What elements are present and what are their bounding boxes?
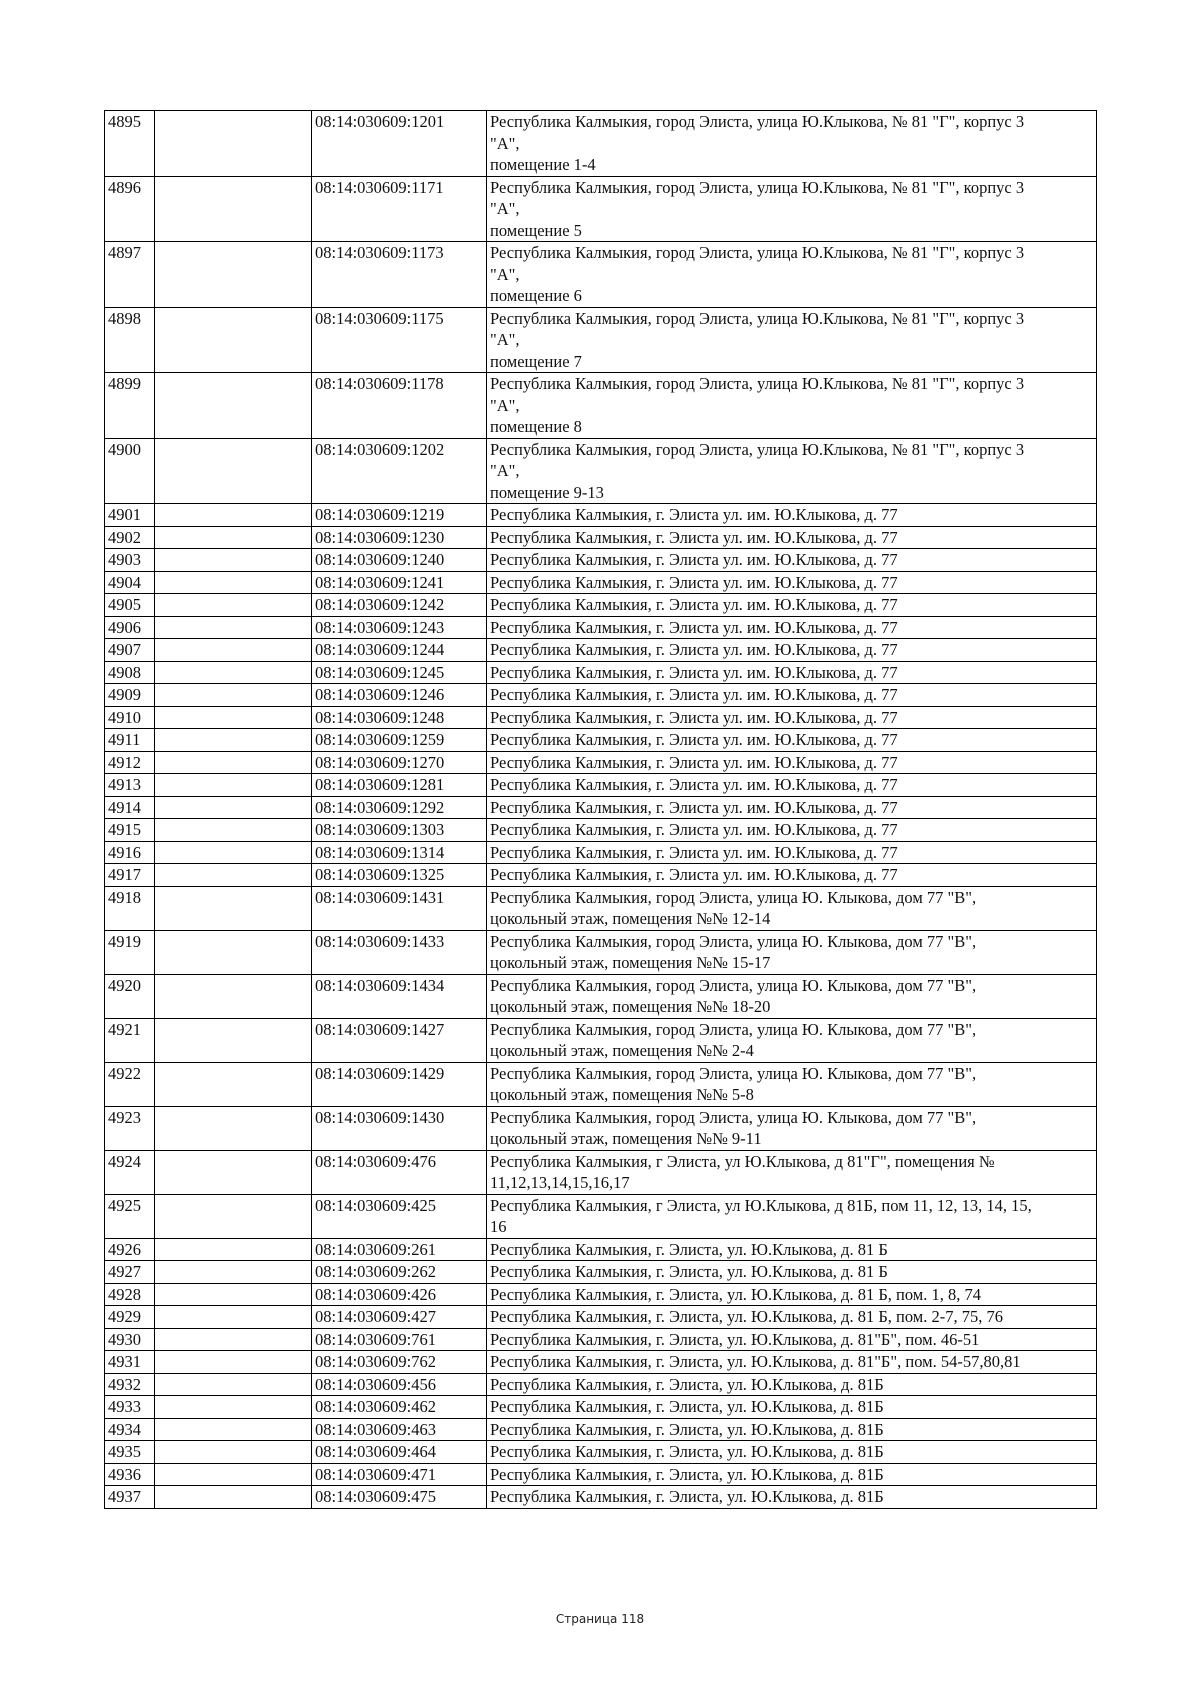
empty-cell	[155, 438, 312, 504]
address-cell: Республика Калмыкия, г. Элиста, ул. Ю.Клыкова, д. 81Б	[487, 1463, 1097, 1486]
empty-cell	[155, 774, 312, 797]
empty-cell	[155, 1441, 312, 1464]
row-number-cell: 4934	[105, 1418, 155, 1441]
row-number-cell: 4936	[105, 1463, 155, 1486]
row-number-cell: 4915	[105, 819, 155, 842]
row-number-cell: 4899	[105, 373, 155, 439]
table-row	[105, 242, 1097, 308]
row-number-cell: 4898	[105, 307, 155, 373]
address-cell: Республика Калмыкия, г. Элиста, ул. Ю.Клыкова, д. 81Б	[487, 1418, 1097, 1441]
empty-cell	[155, 864, 312, 887]
cadastral-number-cell: 08:14:030609:1430	[312, 1106, 487, 1150]
cadastral-number-cell: 08:14:030609:1246	[312, 684, 487, 707]
address-cell: Республика Калмыкия, г Элиста, ул Ю.Клыкова, д 81"Г", помещения № 11,12,13,14,15,16,17	[487, 1150, 1097, 1194]
cadastral-number-cell: 08:14:030609:1292	[312, 796, 487, 819]
address-cell: Республика Калмыкия, город Элиста, улица Ю.Клыкова, № 81 "Г", корпус 3 "А", помещение 6	[487, 242, 1097, 308]
address-cell: Республика Калмыкия, г. Элиста ул. им. Ю.Клыкова, д. 77	[487, 594, 1097, 617]
row-number-cell: 4921	[105, 1018, 155, 1062]
row-number-cell: 4901	[105, 504, 155, 527]
address-cell: Республика Калмыкия, г. Элиста ул. им. Ю.Клыкова, д. 77	[487, 684, 1097, 707]
empty-cell	[155, 616, 312, 639]
cadastral-number-cell: 08:14:030609:1202	[312, 438, 487, 504]
address-cell: Республика Калмыкия, город Элиста, улица Ю. Клыкова, дом 77 "В", цокольный этаж, помещения №№ 5-8	[487, 1062, 1097, 1106]
table-row	[105, 639, 1097, 662]
table-row	[105, 930, 1097, 974]
row-number-cell: 4905	[105, 594, 155, 617]
cadastral-number-cell: 08:14:030609:1434	[312, 974, 487, 1018]
table-row	[105, 1328, 1097, 1351]
table-row	[105, 1396, 1097, 1419]
address-cell: Республика Калмыкия, г. Элиста ул. им. Ю.Клыкова, д. 77	[487, 819, 1097, 842]
cadastral-number-cell: 08:14:030609:456	[312, 1373, 487, 1396]
cadastral-number-cell: 08:14:030609:1431	[312, 886, 487, 930]
table-row	[105, 1018, 1097, 1062]
empty-cell	[155, 307, 312, 373]
empty-cell	[155, 1463, 312, 1486]
table-row	[105, 1351, 1097, 1374]
row-number-cell: 4916	[105, 841, 155, 864]
table-row	[105, 661, 1097, 684]
cadastral-number-cell: 08:14:030609:463	[312, 1418, 487, 1441]
cadastral-number-cell: 08:14:030609:1242	[312, 594, 487, 617]
empty-cell	[155, 886, 312, 930]
table-row	[105, 1418, 1097, 1441]
table-row	[105, 796, 1097, 819]
address-cell: Республика Калмыкия, г. Элиста, ул. Ю.Клыкова, д. 81Б	[487, 1441, 1097, 1464]
table-row	[105, 526, 1097, 549]
empty-cell	[155, 504, 312, 527]
table-row	[105, 111, 1097, 177]
cadastral-number-cell: 08:14:030609:1230	[312, 526, 487, 549]
address-cell: Республика Калмыкия, г. Элиста ул. им. Ю.Клыкова, д. 77	[487, 729, 1097, 752]
table-row	[105, 616, 1097, 639]
address-cell: Республика Калмыкия, город Элиста, улица Ю. Клыкова, дом 77 "В", цокольный этаж, помещения №№ 12-14	[487, 886, 1097, 930]
address-cell: Республика Калмыкия, г. Элиста ул. им. Ю.Клыкова, д. 77	[487, 796, 1097, 819]
cadastral-number-cell: 08:14:030609:1178	[312, 373, 487, 439]
address-cell: Республика Калмыкия, г Элиста, ул Ю.Клыкова, д 81Б, пом 11, 12, 13, 14, 15, 16	[487, 1194, 1097, 1238]
row-number-cell: 4918	[105, 886, 155, 930]
address-cell: Республика Калмыкия, г. Элиста, ул. Ю.Клыкова, д. 81"Б", пом. 46-51	[487, 1328, 1097, 1351]
empty-cell	[155, 1106, 312, 1150]
address-cell: Республика Калмыкия, г. Элиста ул. им. Ю.Клыкова, д. 77	[487, 661, 1097, 684]
table-row	[105, 1306, 1097, 1329]
row-number-cell: 4895	[105, 111, 155, 177]
row-number-cell: 4908	[105, 661, 155, 684]
table-row	[105, 1261, 1097, 1284]
row-number-cell: 4900	[105, 438, 155, 504]
row-number-cell: 4930	[105, 1328, 155, 1351]
cadastral-number-cell: 08:14:030609:761	[312, 1328, 487, 1351]
table-row	[105, 594, 1097, 617]
cadastral-number-cell: 08:14:030609:425	[312, 1194, 487, 1238]
cadastral-number-cell: 08:14:030609:1244	[312, 639, 487, 662]
row-number-cell: 4932	[105, 1373, 155, 1396]
row-number-cell: 4922	[105, 1062, 155, 1106]
address-cell: Республика Калмыкия, г. Элиста ул. им. Ю.Клыкова, д. 77	[487, 751, 1097, 774]
address-cell: Республика Калмыкия, город Элиста, улица Ю.Клыкова, № 81 "Г", корпус 3 "А", помещение 8	[487, 373, 1097, 439]
table-row	[105, 1373, 1097, 1396]
address-cell: Республика Калмыкия, г. Элиста, ул. Ю.Клыкова, д. 81 Б	[487, 1261, 1097, 1284]
row-number-cell: 4903	[105, 549, 155, 572]
cadastral-number-cell: 08:14:030609:427	[312, 1306, 487, 1329]
cadastral-number-cell: 08:14:030609:1270	[312, 751, 487, 774]
empty-cell	[155, 639, 312, 662]
empty-cell	[155, 176, 312, 242]
row-number-cell: 4910	[105, 706, 155, 729]
table-row	[105, 864, 1097, 887]
table-row	[105, 307, 1097, 373]
address-cell: Республика Калмыкия, г. Элиста ул. им. Ю.Клыкова, д. 77	[487, 706, 1097, 729]
address-cell: Республика Калмыкия, г. Элиста ул. им. Ю.Клыкова, д. 77	[487, 864, 1097, 887]
cadastral-number-cell: 08:14:030609:476	[312, 1150, 487, 1194]
cadastral-number-cell: 08:14:030609:1175	[312, 307, 487, 373]
empty-cell	[155, 796, 312, 819]
cadastral-number-cell: 08:14:030609:1240	[312, 549, 487, 572]
address-cell: Республика Калмыкия, г. Элиста, ул. Ю.Клыкова, д. 81Б	[487, 1396, 1097, 1419]
cadastral-number-cell: 08:14:030609:1259	[312, 729, 487, 752]
table-row	[105, 176, 1097, 242]
table-row	[105, 1441, 1097, 1464]
empty-cell	[155, 111, 312, 177]
address-cell: Республика Калмыкия, г. Элиста ул. им. Ю.Клыкова, д. 77	[487, 504, 1097, 527]
address-cell: Республика Калмыкия, город Элиста, улица Ю. Клыкова, дом 77 "В", цокольный этаж, помещения №№ 15-17	[487, 930, 1097, 974]
cadastral-number-cell: 08:14:030609:426	[312, 1283, 487, 1306]
cadastral-number-cell: 08:14:030609:1201	[312, 111, 487, 177]
cadastral-number-cell: 08:14:030609:462	[312, 1396, 487, 1419]
cadastral-number-cell: 08:14:030609:1243	[312, 616, 487, 639]
table-row	[105, 706, 1097, 729]
registry-body	[105, 111, 1097, 1509]
cadastral-number-cell: 08:14:030609:475	[312, 1486, 487, 1509]
empty-cell	[155, 1418, 312, 1441]
cadastral-number-cell: 08:14:030609:1303	[312, 819, 487, 842]
address-cell: Республика Калмыкия, г. Элиста ул. им. Ю.Клыкова, д. 77	[487, 571, 1097, 594]
table-row	[105, 974, 1097, 1018]
table-row	[105, 751, 1097, 774]
table-row	[105, 571, 1097, 594]
cadastral-number-cell: 08:14:030609:1171	[312, 176, 487, 242]
cadastral-number-cell: 08:14:030609:261	[312, 1238, 487, 1261]
empty-cell	[155, 1373, 312, 1396]
empty-cell	[155, 930, 312, 974]
cadastral-number-cell: 08:14:030609:262	[312, 1261, 487, 1284]
row-number-cell: 4927	[105, 1261, 155, 1284]
empty-cell	[155, 1261, 312, 1284]
table-row	[105, 729, 1097, 752]
table-row	[105, 886, 1097, 930]
empty-cell	[155, 1283, 312, 1306]
row-number-cell: 4897	[105, 242, 155, 308]
row-number-cell: 4906	[105, 616, 155, 639]
empty-cell	[155, 1486, 312, 1509]
cadastral-number-cell: 08:14:030609:1248	[312, 706, 487, 729]
table-row	[105, 1062, 1097, 1106]
empty-cell	[155, 1062, 312, 1106]
empty-cell	[155, 729, 312, 752]
page-footer	[0, 1612, 1200, 1626]
empty-cell	[155, 974, 312, 1018]
table-row	[105, 1238, 1097, 1261]
address-cell: Республика Калмыкия, г. Элиста, ул. Ю.Клыкова, д. 81Б	[487, 1486, 1097, 1509]
empty-cell	[155, 661, 312, 684]
row-number-cell: 4913	[105, 774, 155, 797]
empty-cell	[155, 1306, 312, 1329]
address-cell: Республика Калмыкия, г. Элиста, ул. Ю.Клыкова, д. 81 Б, пом. 1, 8, 74	[487, 1283, 1097, 1306]
address-cell: Республика Калмыкия, г. Элиста, ул. Ю.Клыкова, д. 81"Б", пом. 54-57,80,81	[487, 1351, 1097, 1374]
address-cell: Республика Калмыкия, г. Элиста ул. им. Ю.Клыкова, д. 77	[487, 639, 1097, 662]
address-cell: Республика Калмыкия, г. Элиста ул. им. Ю.Клыкова, д. 77	[487, 616, 1097, 639]
row-number-cell: 4902	[105, 526, 155, 549]
row-number-cell: 4904	[105, 571, 155, 594]
row-number-cell: 4909	[105, 684, 155, 707]
empty-cell	[155, 571, 312, 594]
empty-cell	[155, 1238, 312, 1261]
address-cell: Республика Калмыкия, город Элиста, улица Ю. Клыкова, дом 77 "В", цокольный этаж, помещения №№ 9-11	[487, 1106, 1097, 1150]
table-row	[105, 1486, 1097, 1509]
cadastral-number-cell: 08:14:030609:1281	[312, 774, 487, 797]
row-number-cell: 4928	[105, 1283, 155, 1306]
empty-cell	[155, 1194, 312, 1238]
row-number-cell: 4929	[105, 1306, 155, 1329]
row-number-cell: 4919	[105, 930, 155, 974]
empty-cell	[155, 242, 312, 308]
row-number-cell: 4931	[105, 1351, 155, 1374]
row-number-cell: 4933	[105, 1396, 155, 1419]
row-number-cell: 4917	[105, 864, 155, 887]
row-number-cell: 4896	[105, 176, 155, 242]
table-row	[105, 1283, 1097, 1306]
address-cell: Республика Калмыкия, г. Элиста ул. им. Ю.Клыкова, д. 77	[487, 841, 1097, 864]
cadastral-number-cell: 08:14:030609:1241	[312, 571, 487, 594]
row-number-cell: 4937	[105, 1486, 155, 1509]
table-row	[105, 841, 1097, 864]
empty-cell	[155, 751, 312, 774]
row-number-cell: 4923	[105, 1106, 155, 1150]
empty-cell	[155, 819, 312, 842]
cadastral-number-cell: 08:14:030609:1429	[312, 1062, 487, 1106]
table-row	[105, 684, 1097, 707]
cadastral-number-cell: 08:14:030609:1433	[312, 930, 487, 974]
address-cell: Республика Калмыкия, г. Элиста ул. им. Ю.Клыкова, д. 77	[487, 526, 1097, 549]
property-registry-table	[104, 110, 1097, 1509]
row-number-cell: 4914	[105, 796, 155, 819]
empty-cell	[155, 1396, 312, 1419]
address-cell: Республика Калмыкия, город Элиста, улица Ю. Клыкова, дом 77 "В", цокольный этаж, помещения №№ 2-4	[487, 1018, 1097, 1062]
address-cell: Республика Калмыкия, город Элиста, улица Ю.Клыкова, № 81 "Г", корпус 3 "А", помещение 1-4	[487, 111, 1097, 177]
address-cell: Республика Калмыкия, г. Элиста ул. им. Ю.Клыкова, д. 77	[487, 774, 1097, 797]
row-number-cell: 4920	[105, 974, 155, 1018]
table-row	[105, 1150, 1097, 1194]
address-cell: Республика Калмыкия, город Элиста, улица Ю.Клыкова, № 81 "Г", корпус 3 "А", помещение 9-13	[487, 438, 1097, 504]
empty-cell	[155, 526, 312, 549]
row-number-cell: 4925	[105, 1194, 155, 1238]
cadastral-number-cell: 08:14:030609:1314	[312, 841, 487, 864]
address-cell: Республика Калмыкия, г. Элиста, ул. Ю.Клыкова, д. 81 Б	[487, 1238, 1097, 1261]
address-cell: Республика Калмыкия, город Элиста, улица Ю.Клыкова, № 81 "Г", корпус 3 "А", помещение 7	[487, 307, 1097, 373]
table-row	[105, 1106, 1097, 1150]
row-number-cell: 4924	[105, 1150, 155, 1194]
table-row	[105, 373, 1097, 439]
cadastral-number-cell: 08:14:030609:1219	[312, 504, 487, 527]
row-number-cell: 4912	[105, 751, 155, 774]
cadastral-number-cell: 08:14:030609:762	[312, 1351, 487, 1374]
empty-cell	[155, 1328, 312, 1351]
empty-cell	[155, 373, 312, 439]
address-cell: Республика Калмыкия, г. Элиста, ул. Ю.Клыкова, д. 81 Б, пом. 2-7, 75, 76	[487, 1306, 1097, 1329]
row-number-cell: 4911	[105, 729, 155, 752]
table-row	[105, 549, 1097, 572]
address-cell: Республика Калмыкия, город Элиста, улица Ю.Клыкова, № 81 "Г", корпус 3 "А", помещение 5	[487, 176, 1097, 242]
empty-cell	[155, 549, 312, 572]
empty-cell	[155, 841, 312, 864]
table-row	[105, 819, 1097, 842]
table-row	[105, 438, 1097, 504]
empty-cell	[155, 1150, 312, 1194]
table-row	[105, 1194, 1097, 1238]
table-row	[105, 1463, 1097, 1486]
row-number-cell: 4935	[105, 1441, 155, 1464]
empty-cell	[155, 1018, 312, 1062]
page-number: Страница 118	[555, 1612, 645, 1626]
address-cell: Республика Калмыкия, город Элиста, улица Ю. Клыкова, дом 77 "В", цокольный этаж, помещения №№ 18-20	[487, 974, 1097, 1018]
empty-cell	[155, 594, 312, 617]
empty-cell	[155, 1351, 312, 1374]
address-cell: Республика Калмыкия, г. Элиста ул. им. Ю.Клыкова, д. 77	[487, 549, 1097, 572]
empty-cell	[155, 706, 312, 729]
cadastral-number-cell: 08:14:030609:1325	[312, 864, 487, 887]
empty-cell	[155, 684, 312, 707]
cadastral-number-cell: 08:14:030609:1245	[312, 661, 487, 684]
table-row	[105, 504, 1097, 527]
address-cell: Республика Калмыкия, г. Элиста, ул. Ю.Клыкова, д. 81Б	[487, 1373, 1097, 1396]
row-number-cell: 4907	[105, 639, 155, 662]
row-number-cell: 4926	[105, 1238, 155, 1261]
cadastral-number-cell: 08:14:030609:1173	[312, 242, 487, 308]
cadastral-number-cell: 08:14:030609:464	[312, 1441, 487, 1464]
cadastral-number-cell: 08:14:030609:471	[312, 1463, 487, 1486]
cadastral-number-cell: 08:14:030609:1427	[312, 1018, 487, 1062]
table-row	[105, 774, 1097, 797]
